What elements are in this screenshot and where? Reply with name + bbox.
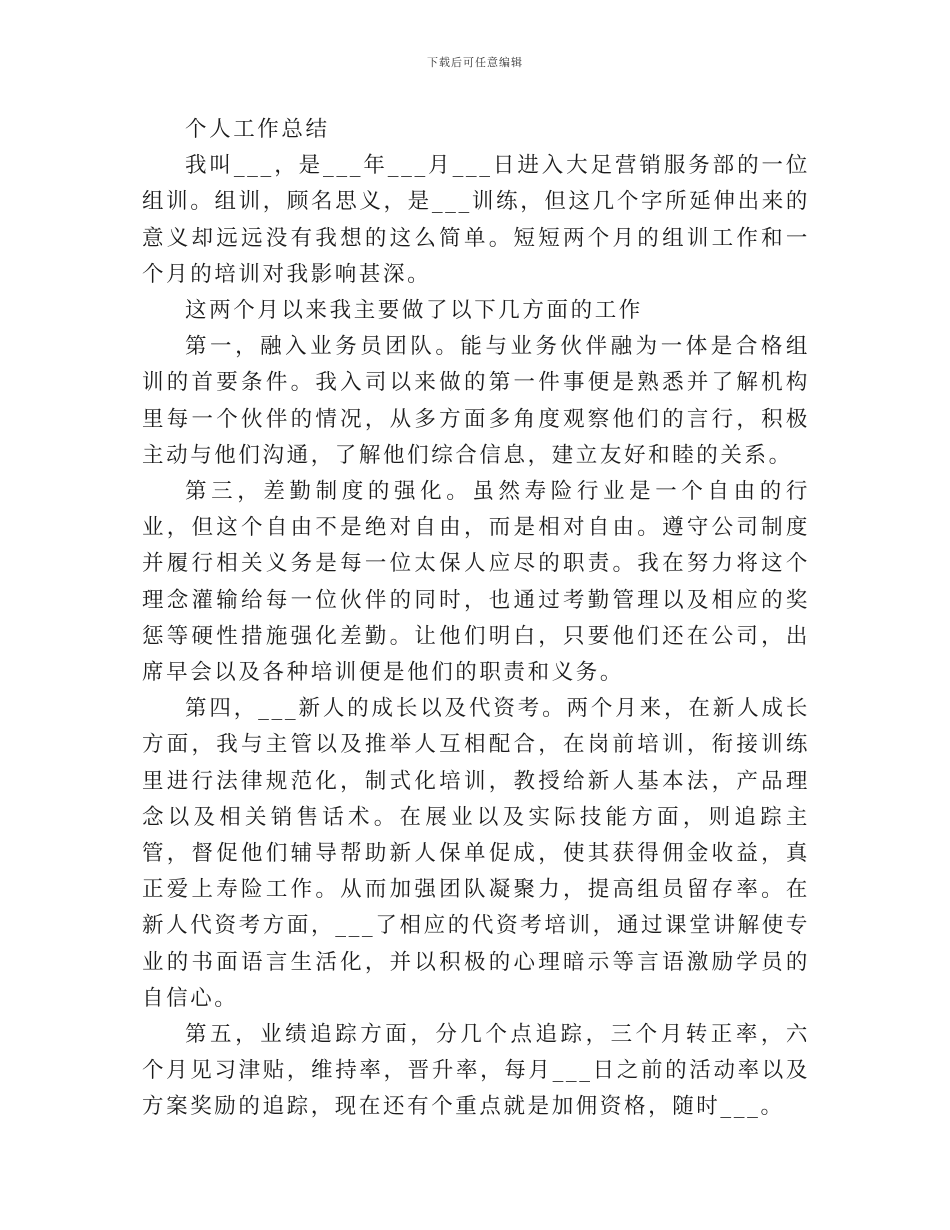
paragraph-overview: 这两个月以来我主要做了以下几方面的工作 [185,298,643,324]
paragraph-first: 第一，融入业务员团队。能与业务伙伴融为一体是合格组训的首要条件。我入司以来做的第一件事便是熟悉并了解机构里每一个伙伴的情况，从多方面多角度观察他们的言行，积极主动与他们沟通，了解他们综合信息，建立友好和睦的关系。 [142,334,810,468]
document-title: 个人工作总结 [185,117,330,142]
document-body [142,112,810,1126]
paragraph-fifth: 第五，业绩追踪方面，分几个点追踪，三个月转正率，六个月见习津贴，维持率，晋升率，每月___日之前的活动率以及方案奖励的追踪，现在还有个重点就是加佣资格，随时___。 [142,1022,810,1120]
paragraph-third: 第三，差勤制度的强化。虽然寿险行业是一个自由的行业，但这个自由不是绝对自由，而是相对自由。遵守公司制度并履行相关义务是每一位太保人应尽的职责。我在努力将这个理念灌输给每一位伙伴的同时，也通过考勤管理以及相应的奖惩等硬性措施强化差勤。让他们明白，只要他们还在公司，出席早会以及各种培训便是他们的职责和义务。 [142,479,810,686]
paragraph-fourth: 第四，___新人的成长以及代资考。两个月来，在新人成长方面，我与主管以及推举人互相配合，在岗前培训，衔接训练里进行法律规范化，制式化培训，教授给新人基本法，产品理念以及相关销售话术。在展业以及实际技能方面，则追踪主管，督促他们辅导帮助新人保单促成，使其获得佣金收益，真正爱上寿险工作。从而加强团队凝聚力，提高组员留存率。在新人代资考方面，___了相应的代资考培训，通过课堂讲解使专业的书面语言生活化，并以积极的心理暗示等言语激励学员的自信心。 [142,696,810,1011]
paragraph-intro: 我叫___，是___年___月___日进入大足营销服务部的一位组训。组训，顾名思义，是___训练，但这几个字所延伸出来的意义却远远没有我想的这么简单。短短两个月的组训工作和一个月的培训对我影响甚深。 [142,153,810,287]
page-header-note: 下载后可任意编辑 [427,56,523,69]
